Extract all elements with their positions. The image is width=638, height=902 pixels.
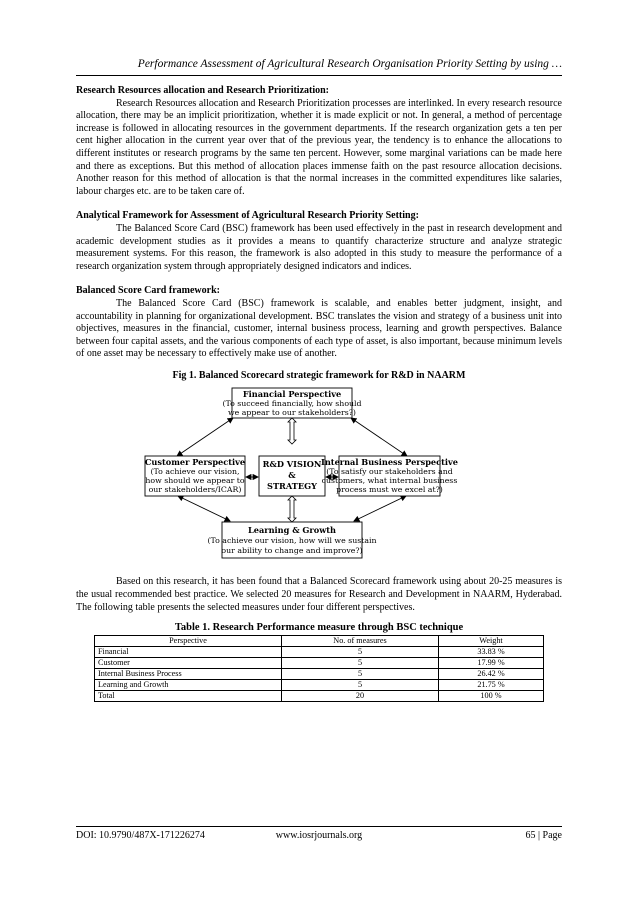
cell-measures: 20: [282, 690, 439, 701]
paragraph-bsc: The Balanced Score Card (BSC) framework is scalable, and enables better judgment, insight, and accountability in planning for organizational development. BSC translates the vision and strategy of a business unit into objectives, measures in the financial, customer, internal business process, learning and growth perspectives. Balance between four capital assets, and the various components of each type of asset, is also important, because minimum levels of one asset may be necessary to effectively make use of another.: [76, 297, 562, 360]
table-caption: Table 1. Research Performance measure through BSC technique: [174, 622, 464, 634]
customer-perspective-box: [145, 456, 245, 496]
center-line3: STRATEGY: [267, 481, 317, 492]
header-rule: [76, 75, 562, 76]
internal-line2: customers, what internal business: [321, 476, 458, 486]
footer-doi: DOI: 10.9790/487X-171226274: [76, 830, 205, 841]
cell-weight: 33.83 %: [439, 646, 544, 657]
cell-measures: 5: [282, 657, 439, 668]
double-arrow-top: [288, 418, 296, 444]
bsc-figure: [76, 386, 562, 566]
main-content: [76, 85, 562, 702]
col-header-measures: No. of measures: [282, 635, 439, 646]
paragraph-resources: Research Resources allocation and Research Prioritization processes are interlinked. In every research resource allocation, there may be an implicit prioritization, whether it is made explicit or not. In general, a method of percentage increase is followed in allocating resources in the government departments. If the research organization gets a ten per cent higher allocation in the current year over that of the previous year, the tendency is to enhance the allocations to different institutes or research programs by the same ten percent. However, some marginal variations can be made here and there as exceptions. But this method of allocation places immense faith on the past resource allocation decisions. Another reason for this method of allocation is that the normal increases in the committed expenditures like salaries, labour charges etc. are to be taken care of.: [76, 97, 562, 197]
table-row: [95, 679, 544, 690]
paragraph-analytical: The Balanced Score Card (BSC) framework has been used effectively in the past in research development and academic development studies as it provides a means to quantify characterize structure and analyze strategic measurement systems. For this reason, the framework is also adopted in this study to measure the performance of a research organization system through appropriately designed indicators and indices.: [76, 222, 562, 272]
cell-perspective: Customer: [95, 657, 282, 668]
learning-line1: (To achieve our vision, how will we sustain: [207, 536, 377, 546]
cell-weight: 21.75 %: [439, 679, 544, 690]
learning-title: Learning & Growth: [248, 525, 336, 536]
cell-measures: 5: [282, 668, 439, 679]
rd-vision-strategy-box: [259, 456, 325, 496]
center-line2: &: [288, 470, 296, 481]
internal-title: Internal Business Perspective: [321, 457, 458, 468]
section-title-bsc: Balanced Score Card framework:: [76, 285, 220, 297]
financial-title: Financial Perspective: [242, 389, 342, 400]
arrow-customer-learning: [178, 496, 230, 521]
center-line1: R&D VISION: [262, 459, 322, 470]
arrow-internal-learning: [354, 496, 406, 521]
col-header-weight: Weight: [439, 635, 544, 646]
customer-line3: our stakeholders/ICAR): [148, 485, 242, 495]
table-row: [95, 646, 544, 657]
cell-measures: 5: [282, 679, 439, 690]
cell-perspective: Internal Business Process: [95, 668, 282, 679]
customer-line1: (To achieve our vision,: [150, 467, 240, 477]
financial-line1: (To succeed financially, how should: [222, 399, 362, 409]
arrow-financial-customer: [177, 418, 233, 456]
cell-perspective: Financial: [95, 646, 282, 657]
col-header-perspective: Perspective: [95, 635, 282, 646]
double-arrow-bottom: [288, 496, 296, 522]
bsc-diagram: [142, 386, 458, 564]
internal-business-perspective-box: [321, 456, 458, 496]
internal-line1: (To satisfy our stakeholders and: [326, 467, 453, 477]
footer-rule: [76, 826, 562, 827]
cell-measures: 5: [282, 646, 439, 657]
footer-website[interactable]: www.iosrjournals.org: [275, 830, 363, 841]
cell-weight: 26.42 %: [439, 668, 544, 679]
section-title-analytical: Analytical Framework for Assessment of Agricultural Research Priority Setting:: [76, 210, 419, 222]
figure-caption: Fig 1. Balanced Scorecard strategic framework for R&D in NAARM: [172, 369, 466, 381]
arrow-financial-internal: [351, 418, 407, 456]
running-header: Performance Assessment of Agricultural Research Organisation Priority Setting by using …: [137, 58, 562, 70]
learning-line2: our ability to change and improve?): [221, 546, 363, 556]
footer-page-number: 65 | Page: [525, 830, 562, 841]
learning-growth-box: [207, 522, 376, 558]
cell-perspective: Total: [95, 690, 282, 701]
internal-line3: process must we excel at?): [336, 485, 443, 495]
bsc-measures-table: [94, 635, 544, 702]
section-title-resources: Research Resources allocation and Research Prioritization:: [76, 85, 330, 96]
paragraph-after-figure: Based on this research, it has been found that a Balanced Scorecard framework using about 20-25 measures is the usual recommended best practice. We selected 20 measures for Research and Development in NAARM, Hyderabad. The following table presents the selected measures under four different perspectives.: [76, 576, 562, 613]
table-row: [95, 657, 544, 668]
cell-weight: 100 %: [439, 690, 544, 701]
financial-perspective-box: [222, 388, 361, 418]
customer-line2: how should we appear to: [145, 476, 245, 486]
cell-weight: 17.99 %: [439, 657, 544, 668]
table-header-row: [95, 635, 544, 646]
cell-perspective: Learning and Growth: [95, 679, 282, 690]
customer-title: Customer Perspective: [144, 457, 246, 468]
financial-line2: we appear to our stakeholders?): [228, 408, 356, 418]
table-row-total: [95, 690, 544, 701]
table-row: [95, 668, 544, 679]
